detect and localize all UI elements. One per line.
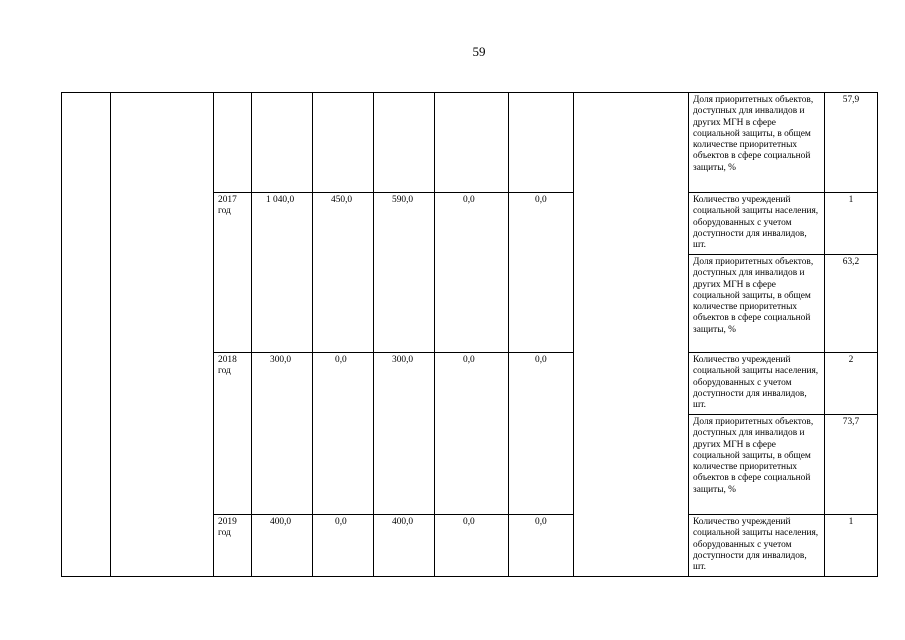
- amount-cell: 450,0: [313, 193, 374, 353]
- indicator-value: 1: [825, 193, 878, 255]
- year-cell: 2019 год: [214, 515, 252, 577]
- year-cell: 2018 год: [214, 353, 252, 515]
- amount-cell: 0,0: [313, 515, 374, 577]
- table-cell: [214, 93, 252, 193]
- amount-cell: 400,0: [374, 515, 435, 577]
- amount-cell: 0,0: [313, 353, 374, 515]
- indicator-value: 63,2: [825, 255, 878, 353]
- amount-cell: 300,0: [374, 353, 435, 515]
- table-cell: [435, 93, 509, 193]
- indicator-value: 1: [825, 515, 878, 577]
- indicator-cell: Доля приоритетных объектов, доступных для инвалидов и других МГН в сфере социальной защиты, в общем количестве приоритетных объектов в сфере социальной защиты, %: [689, 93, 825, 193]
- program-table: [61, 92, 878, 577]
- total-cell: 400,0: [252, 515, 313, 577]
- amount-cell: 0,0: [435, 515, 509, 577]
- table-cell: [62, 93, 111, 577]
- total-cell: 1 040,0: [252, 193, 313, 353]
- amount-cell: 0,0: [509, 353, 574, 515]
- table-cell: [313, 93, 374, 193]
- table-cell: [574, 93, 689, 577]
- amount-cell: 590,0: [374, 193, 435, 353]
- indicator-value: 57,9: [825, 93, 878, 193]
- total-cell: 300,0: [252, 353, 313, 515]
- table-cell: [509, 93, 574, 193]
- amount-cell: 0,0: [435, 193, 509, 353]
- table-cell: [111, 93, 214, 577]
- indicator-cell: Количество учреждений социальной защиты населения, оборудованных с учетом доступности для инвалидов, шт.: [689, 193, 825, 255]
- indicator-value: 2: [825, 353, 878, 415]
- indicator-value: 73,7: [825, 415, 878, 515]
- indicator-cell: Доля приоритетных объектов, доступных для инвалидов и других МГН в сфере социальной защиты, в общем количестве приоритетных объектов в сфере социальной защиты, %: [689, 415, 825, 515]
- amount-cell: 0,0: [509, 193, 574, 353]
- table-row: [62, 93, 878, 193]
- amount-cell: 0,0: [509, 515, 574, 577]
- table-cell: [252, 93, 313, 193]
- table-cell: [374, 93, 435, 193]
- page-number: 59: [472, 44, 486, 59]
- indicator-cell: Количество учреждений социальной защиты населения, оборудованных с учетом доступности для инвалидов, шт.: [689, 353, 825, 415]
- indicator-cell: Количество учреждений социальной защиты населения, оборудованных с учетом доступности для инвалидов, шт.: [689, 515, 825, 577]
- year-cell: 2017 год: [214, 193, 252, 353]
- amount-cell: 0,0: [435, 353, 509, 515]
- indicator-cell: Доля приоритетных объектов, доступных для инвалидов и других МГН в сфере социальной защиты, в общем количестве приоритетных объектов в сфере социальной защиты, %: [689, 255, 825, 353]
